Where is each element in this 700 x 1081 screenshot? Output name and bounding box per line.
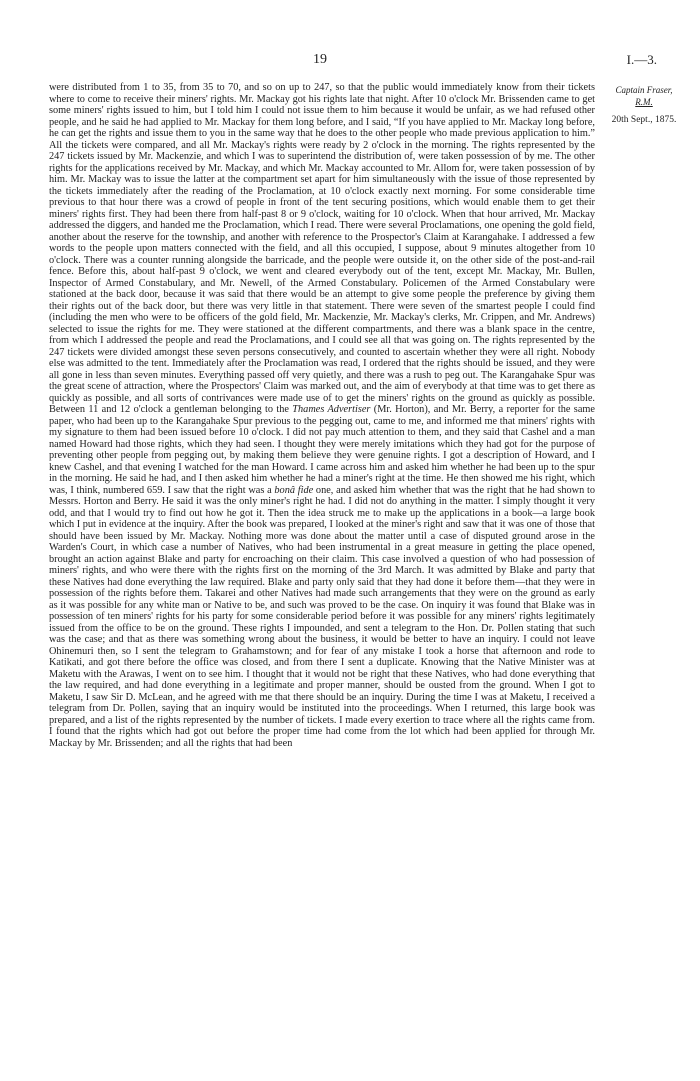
page-header bbox=[0, 52, 700, 70]
margin-note-speaker: Captain Fraser, bbox=[615, 85, 673, 95]
newspaper-name: Thames Advertiser bbox=[292, 404, 371, 415]
body-paragraph bbox=[49, 82, 595, 749]
margin-note-title: R.M. bbox=[635, 97, 653, 107]
body-text-part-3: one, and asked him whether that was the right that he had shown to Messrs. Horton and Berry. He said it was the only miner's right he had. I did not do anything in the matter. I simply thought it very odd, and that I would try to find out how he got it. Then the idea struck me to make up the applications in a book—a large book which I put in evidence at the inquiry. After the book was prepared, I looked at the miner's right and saw that it was one of those that should have been issued by Mr. Mackay. Nothing more was done about the matter until a case of disputed ground arose in the Warden's Court, in which case a number of Natives, who had been instrumental in a great measure in getting the place opened, brought an action against Blake and party for encroaching on their claim. This case involved a question of who had possession of miners' rights, and who were there with the rights first on the morning of the 3rd March. It was admitted by Blake and party that these Natives had done everything the law required. Blake and party only said that they had done it before them—that they were in possession of the rights before them. Takarei and other Natives had made such arrangements that they were on the ground as early as it was possible for any white man or Native to be, and such was proved to be the case. On inquiry it was found that Blake was in possession of ten miners' rights for his party for some considerable period before it was possible for any miners' rights legitimately issued from the office to be on the ground. These rights I impounded, and sent a telegram to the Hon. Dr. Pollen stating that such was the case; and that as there was something wrong about the business, it would be better to have an inquiry. I could not leave Ohinemuri then, so I sent the telegram to Grahamstown; and for fear of any mistake I took a horse that afternoon and rode to Katikati, and got there before the office was closed, and from there I sent a duplicate. Knowing that the Native Minister was at Maketu with the Arawas, I went on to see him. I thought that it would not be right that these Natives, who had done everything that the law required, and had done everything in a legitimate and proper manner, should be ousted from the ground. When I got to Maketu, I saw Sir D. McLean, and he agreed with me that there should be an inquiry. During the time I was at Maketu, I received a telegram from Dr. Pollen, saying that an inquiry would be instituted into the proceedings. When I returned, this large book was prepared, and a list of the rights represented by the number of tickets. I made every exertion to trace where all the rights came from. I found that the rights which had got out before the proper time had come from the lot which had been applied for through Mr. Mackay by Mr. Brissenden; and all the rights that had been bbox=[49, 484, 595, 749]
document-reference: I.—3. bbox=[626, 52, 657, 67]
body-text-part-1: were distributed from 1 to 35, from 35 to 70, and so on up to 247, so that the public would immediately know from their tickets where to come to receive their miners' rights. Mr. Mackay got his rights late that night. After 10 o'clock Mr. Brissenden came to get some miners' rights issued to him, but I told him I could not issue them to him because it would be unfair, as we had refused other people, and he said he had applied to Mr. Mackay for them long before, and I said, “If you have applied to Mr. Mackay long before, he can get the rights and issue them to you in the same way that he does to the other people who made previous application to him.” All the tickets were compared, and all Mr. Mackay's rights were ready by 2 o'clock in the morning. The rights represented by the 247 tickets issued by Mr. Mackenzie, and which I was to superintend the distribution of, were taken possession of by me. The other rights for the applications received by Mr. Mackay, and which Mr. Mackay accounted to Mr. Allom for, were taken possession of by him. Mr. Mackay was to issue the latter at the compartment set apart for him simultaneously with the issue of those represented by the tickets immediately after the reading of the Proclamation, at 10 o'clock exactly next morning. For some considerable time previous to that hour there was a crowd of people in front of the tent securing positions, which would enable them to get their miners' rights first. They had been there from half-past 8 or 9 o'clock, waiting for 10 o'clock. When that hour arrived, Mr. Mackay addressed the diggers, and handed me the Proclamation, which I read. There were several Proclamations, one opening the gold field, another about the reserve for the township, and another with reference to the Prospector's Claim at Karangahake. I addressed a few words to the people upon matters connected with the field, and all this occupied, I suppose, about 9 minutes altogether from 10 o'clock. There was a counter running alongside the barricade, and the people were outside it, on the other side of the post-and-rail fence. Before this, about half-past 9 o'clock, we went and cleared everybody out of the tent, except Mr. Mackay, Mr. Bullen, Inspector of Armed Constabulary, and Mr. Newell, of the Armed Constabulary. Policemen of the Armed Constabulary were stationed at the back door, because it was said that there would be an attempt to give some people the preference by giving them their rights out of the back door, but there was very little in that statement. There were seven of the smartest people I could find (including the men who were to be officers of the gold field, Mr. Mackenzie, Mr. Mackay's clerks, Mr. Crippen, and Mr. Andrews) selected to issue the rights for me. They were stationed at the different compartments, and there was a blank space in the centre, from which I addressed the people and read the Proclamations, and I could see all that was going on. The rights represented by the 247 tickets were divided amongst these seven persons consecutively, and counted to ascertain whether they were all right. Nobody else was admitted to the tent. Immediately after the Proclamation was read, I ordered that the rights should be issued, and they were all gone in less than seven minutes. Everything passed off very quietly, and there was a rush to peg out. The Karangahake Spur was the great scene of attraction, where the Prospectors' Claim was marked out, and the aim of everybody at that time was to get there as quickly as possible, and all sorts of contrivances were made use of to get the miners' rights on the ground as quickly as possible. Between 11 and 12 o'clock a gentleman belonging to the bbox=[49, 82, 595, 415]
body-text-part-2: (Mr. Horton), and Mr. Berry, a reporter for the same paper, who had been up to the Karangahake Spur previous to the pegging out, came to me, and informed me that miners' rights with my signature to them had been issued before 10 o'clock. I did not pay much attention to them, and they said that Cashel and a man named Howard had those rights, which they had seen. I thought they were merely imitations which they had got for the purpose of preventing other people from pegging out, by making them believe they were genuine rights. I got a description of Howard, and I knew Cashel, and that evening I watched for the man Howard. I came across him and asked him whether he had been up to the spur in the morning. He said he had, and I then asked him whether he had a miner's right at the time. He then showed me his right, which was, I think, numbered 659. I saw that the right was a bbox=[49, 404, 595, 496]
margin-note-date: 20th Sept., 1875. bbox=[611, 115, 677, 125]
latin-phrase: bonâ fide bbox=[274, 484, 314, 496]
page-number: 19 bbox=[313, 52, 327, 67]
margin-note bbox=[604, 84, 684, 126]
